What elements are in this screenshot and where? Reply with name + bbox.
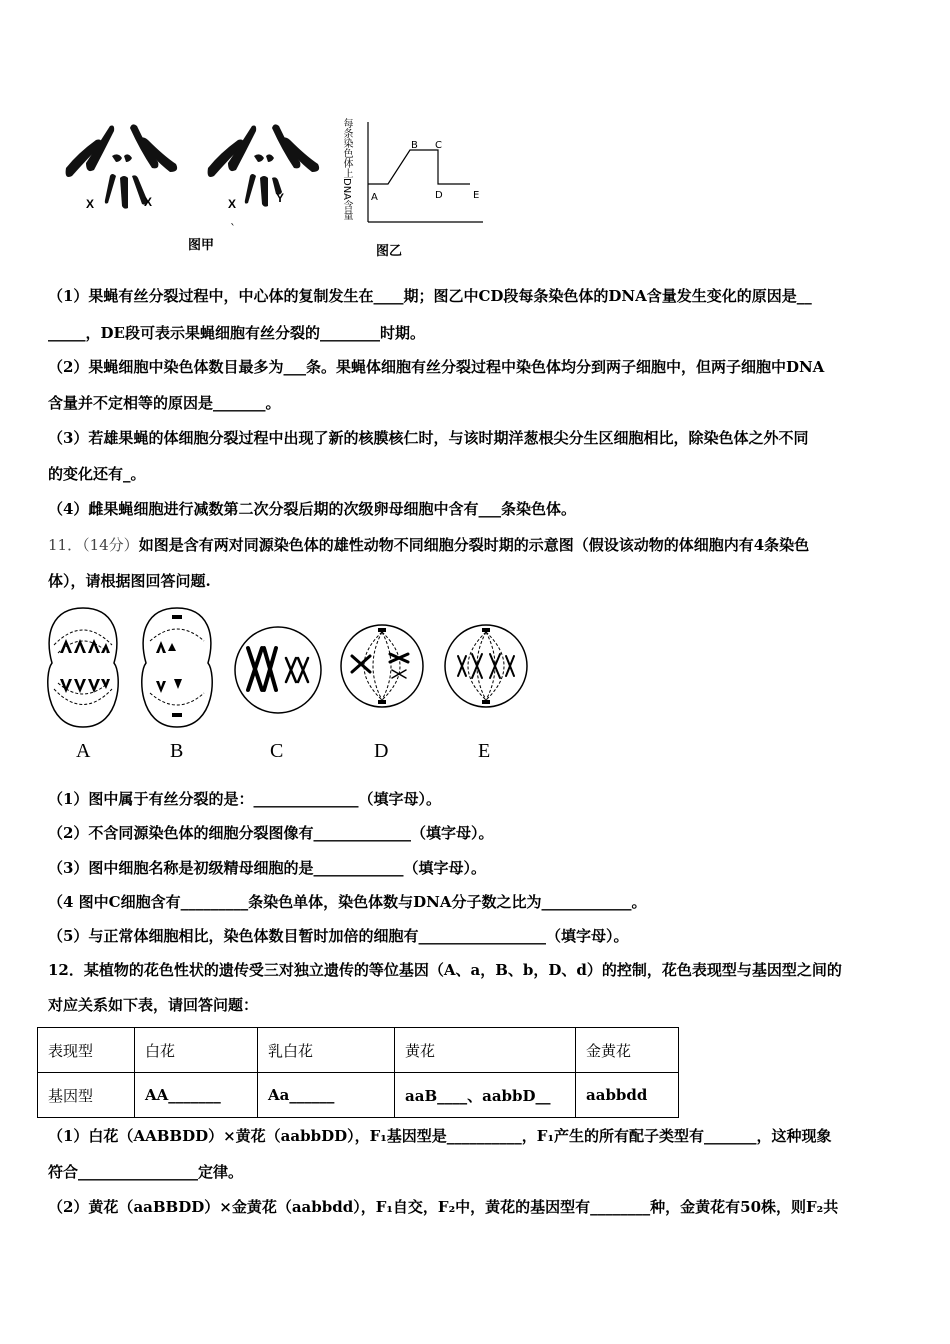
q11-sub1: （1）图中属于有丝分裂的是：______________（填字母）。 (48, 790, 441, 808)
graph-point-a: A (371, 192, 378, 203)
q10-line2: _____，DE段可表示果蝇细胞有丝分裂的________时期。 (48, 324, 425, 342)
q11-stem2: 体），请根据图回答问题. (48, 572, 211, 590)
q11-stem1: 如图是含有两对同源染色体的雄性动物不同细胞分裂时期的示意图（假设该动物的体细胞内有4条染色 (138, 536, 810, 554)
q11-sub4: （4 图中C细胞含有_________条染色单体，染色体数与DNA分子数之比为____________。 (48, 893, 647, 911)
q11-sub3: （3）图中细胞名称是初级精母细胞的是____________（填字母）。 (48, 859, 486, 877)
q12-sub2: （2）黄花（aaBBDD）×金黄花（aabbdd），F₁自交，F₂中，黄花的基因型有________种，金黄花有50株，则F₂共 (48, 1198, 839, 1216)
cell-figure-b (138, 605, 216, 730)
table-cell: aaB____、aabbD__ (395, 1073, 576, 1118)
cell-figure-c (232, 624, 324, 716)
cell-label-c: C (270, 740, 284, 762)
graph-point-d: D (435, 190, 443, 201)
karyotype-male-figure (200, 118, 330, 213)
cell-label-d: D (374, 740, 389, 762)
q11-sub5: （5）与正常体细胞相比，染色体数目暂时加倍的细胞有_________________（填字母）。 (48, 927, 629, 945)
q10-line1: （1）果蝇有丝分裂过程中，中心体的复制发生在____期；图乙中CD段每条染色体的DNA含量发生变化的原因是__ (48, 287, 812, 305)
cell-label-a: A (76, 740, 91, 762)
karyotype-female-figure (58, 118, 188, 213)
cell-figure-d (338, 622, 426, 710)
fig-yi-caption: 图乙 (376, 244, 403, 259)
cell-figure-a (44, 605, 122, 730)
table-cell: 白花 (135, 1028, 258, 1073)
table-cell: aabbdd (576, 1073, 679, 1118)
cell-label-b: B (170, 740, 184, 762)
chrom-label-x1: X (86, 197, 95, 211)
table-row (38, 1073, 679, 1118)
q11-sub2: （2）不含同源染色体的细胞分裂图像有_____________（填字母）。 (48, 824, 494, 842)
table-cell: 金黄花 (576, 1028, 679, 1073)
q10-line4: 含量并不定相等的原因是_______。 (48, 394, 281, 412)
q11-stem-line1 (48, 535, 809, 555)
cell-label-e: E (478, 740, 491, 762)
q12-stem1: 12．某植物的花色性状的遗传受三对独立遗传的等位基因（A、a，B、b，D、d）的控制，花色表现型与基因型之间的 (48, 961, 842, 979)
table-row (38, 1028, 679, 1073)
table-cell: 基因型 (38, 1073, 135, 1118)
q10-line6: 的变化还有_。 (48, 465, 146, 483)
graph-y-axis-label: 每条染色体上DNA含量 (341, 118, 352, 221)
graph-point-e: E (473, 190, 480, 201)
chrom-label-y: Y (276, 191, 285, 205)
table-cell: AA_______ (135, 1073, 258, 1118)
table-cell: 黄花 (395, 1028, 576, 1073)
chrom-label-x3: X (228, 197, 237, 211)
graph-point-c: C (435, 140, 442, 151)
chrom-label-x2: X (144, 195, 153, 209)
genotype-table (37, 1027, 679, 1118)
q12-sub1a: （1）白花（AABBDD）×黄花（aabbDD），F₁基因型是__________，F₁产生的所有配子类型有_______，这种现象 (48, 1127, 832, 1145)
q10-line3: （2）果蝇细胞中染色体数目最多为___条。果蝇体细胞有丝分裂过程中染色体均分到两子细胞中，但两子细胞中DNA (48, 358, 825, 376)
table-cell: 表现型 (38, 1028, 135, 1073)
dna-content-graph (358, 118, 488, 233)
cell-figure-e (442, 622, 530, 710)
q11-number: 11．（14分） (48, 536, 139, 554)
stray-mark: ˋ (230, 222, 236, 236)
q10-line5: （3）若雄果蝇的体细胞分裂过程中出现了新的核膜核仁时，与该时期洋葱根尖分生区细胞相比，除染色体之外不同 (48, 429, 809, 447)
table-cell: Aa______ (258, 1073, 395, 1118)
table-cell: 乳白花 (258, 1028, 395, 1073)
graph-point-b: B (411, 140, 418, 151)
q10-line7: （4）雌果蝇细胞进行减数第二次分裂后期的次级卵母细胞中含有___条染色体。 (48, 500, 576, 518)
q12-stem2: 对应关系如下表，请回答问题： (48, 996, 259, 1014)
fig-jia-caption: 图甲 (188, 238, 215, 253)
q12-sub1b: 符合________________定律。 (48, 1163, 244, 1181)
